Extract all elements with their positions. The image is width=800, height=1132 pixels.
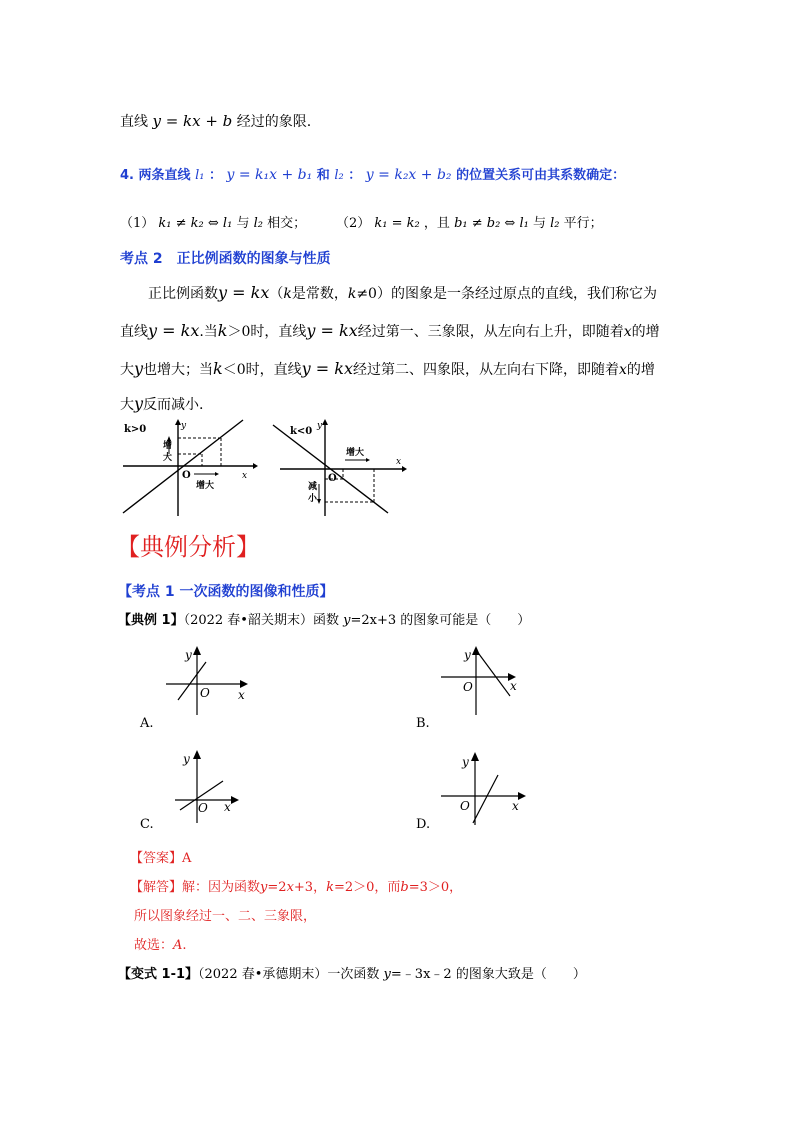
para-text: 反而减小. xyxy=(143,397,204,413)
k-label: k<0 xyxy=(290,426,313,437)
para-var: y xyxy=(134,359,144,378)
option-b-label: B. xyxy=(416,716,430,731)
x-label: x xyxy=(510,679,517,693)
kd1-title: 【考点 1 一次函数的图像和性质】 xyxy=(118,584,334,600)
origin-label: O xyxy=(463,680,473,694)
item4-colon1: ： xyxy=(208,168,222,183)
solution-var: b xyxy=(400,880,409,895)
origin-label: O xyxy=(182,470,191,481)
variant1-eq: =﹣3x﹣2 xyxy=(390,967,452,982)
solution-tag: 【解答】 xyxy=(130,880,183,895)
cond2-line xyxy=(336,212,603,231)
para-text: 经过第一、三象限，从左向右上升，即随着 xyxy=(357,324,624,340)
typical-analysis-heading: 【典例分析】 xyxy=(116,533,260,561)
item4-and: 和 xyxy=(316,168,330,183)
solution-var: y xyxy=(260,880,268,895)
inc-label-x: 增大 xyxy=(346,448,365,458)
example1-y: y xyxy=(343,613,351,628)
para-text: ＞0时，直线 xyxy=(227,324,307,340)
item4-f2: y = k₂x + b₂ xyxy=(365,167,452,183)
item4-text1: 两条直线 xyxy=(138,168,191,183)
variant1-tag: 【变式 1-1】 xyxy=(118,967,199,982)
figure-k-negative xyxy=(270,418,410,518)
para-text: 是常数， xyxy=(291,286,348,302)
para-var: k xyxy=(347,286,357,302)
para-text: 正比例函数 xyxy=(148,286,218,302)
para-line3 xyxy=(120,359,655,379)
option-b-graph xyxy=(438,643,523,718)
x-label: x xyxy=(238,688,245,702)
k-label: k>0 xyxy=(124,424,147,435)
y-label: y xyxy=(181,421,187,431)
solution-text: 解：因为函数 xyxy=(182,880,261,895)
para-text: 直线 xyxy=(120,324,148,340)
item4-l1: l₁ xyxy=(195,168,205,183)
option-d-graph xyxy=(438,750,528,825)
y-label: y xyxy=(183,752,190,766)
solution-var: k xyxy=(326,880,334,895)
solution-line2: 所以图象经过一、二、三象限， xyxy=(134,909,317,924)
x-label: x xyxy=(396,457,402,467)
y-label: y xyxy=(462,755,469,769)
option-c-label: C. xyxy=(140,817,154,832)
solution-text: . xyxy=(182,938,187,953)
item4-text2: 的位置关系可由其系数确定： xyxy=(456,168,626,183)
variant1-y: y xyxy=(383,967,391,982)
item4-line xyxy=(120,164,625,183)
para-text: 也增大；当 xyxy=(143,362,214,378)
answer-line xyxy=(130,847,191,866)
cond2-l2: l₂ xyxy=(550,216,560,231)
dec-label-2: 小 xyxy=(308,494,318,504)
para-var: y xyxy=(134,394,144,413)
cond1-mid: 与 xyxy=(236,216,250,231)
origin-label: O xyxy=(200,686,210,700)
para-text: 的增 xyxy=(626,362,655,378)
example1-tail: 的图象可能是（ ） xyxy=(400,613,531,628)
x-label: x xyxy=(512,799,519,813)
intro-suffix: 经过的象限. xyxy=(236,114,312,130)
para-formula: y = kx xyxy=(306,321,358,340)
para-text: 的增 xyxy=(631,324,660,340)
item4-colon2: ： xyxy=(348,168,362,183)
cond1-line xyxy=(120,212,306,231)
cond2-expr: k₁ = k₂ xyxy=(374,216,420,231)
para-text: .当 xyxy=(199,324,218,340)
x-label: x xyxy=(224,800,231,814)
solution-text: =3＞0， xyxy=(408,880,463,895)
para-line4 xyxy=(120,394,204,414)
para-text: ＜0时，直线 xyxy=(222,362,302,378)
cond2-num: （2） xyxy=(336,216,371,231)
answer-tag: 【答案】 xyxy=(130,851,183,866)
solution-line3 xyxy=(134,934,187,953)
graph-line xyxy=(473,775,498,823)
para-text: ≠0）的图象是一条经过原点的直线，我们称它为 xyxy=(356,286,657,302)
intro-prefix: 直线 xyxy=(120,114,148,130)
y-label: y xyxy=(185,648,192,662)
cond1-tail: 相交； xyxy=(267,216,307,231)
origin-label: O xyxy=(198,801,208,815)
para-var: k xyxy=(283,286,292,302)
solution-line1 xyxy=(130,876,462,895)
inc-label-y2: 大 xyxy=(163,453,173,463)
variant1-line xyxy=(118,963,586,982)
cond2-tail: 平行； xyxy=(563,216,603,231)
para-text: 经过第二、四象限，从左向右下降，即随着 xyxy=(353,362,620,378)
answer-value: A xyxy=(182,851,192,866)
origin-label: O xyxy=(328,473,337,484)
para-var: k xyxy=(213,359,223,378)
item4-num: 4. xyxy=(120,168,134,183)
item4-f1: y = k₁x + b₁ xyxy=(226,167,313,183)
para-text: 大 xyxy=(120,397,134,413)
cond1-expr: k₁ ≠ k₂ ⇔ l₁ xyxy=(158,216,233,231)
inc-label-x: 增大 xyxy=(196,481,215,491)
section2-title: 考点 2 正比例函数的图象与性质 xyxy=(120,251,331,267)
para-text: 大 xyxy=(120,362,134,378)
cond2-mid2: 与 xyxy=(532,216,546,231)
intro-formula: y = kx + b xyxy=(152,112,233,130)
para-formula: y = kx xyxy=(218,283,270,302)
example1-tag: 【典例 1】 xyxy=(118,613,184,628)
cond1-num: （1） xyxy=(120,216,155,231)
inc-label-y1: 增 xyxy=(163,441,173,451)
variant1-source: （2022 春•承德期末）一次函数 xyxy=(198,967,380,982)
solution-var: x xyxy=(286,880,294,895)
option-a-graph xyxy=(160,643,250,718)
origin-label: O xyxy=(460,799,470,813)
option-d-label: D. xyxy=(416,817,431,832)
x-label: x xyxy=(242,471,248,481)
example1-line xyxy=(118,609,530,628)
para-text: （ xyxy=(269,286,284,302)
para-var: k xyxy=(217,321,228,340)
variant1-tail: 的图象大致是（ ） xyxy=(455,967,586,982)
solution-text: +3， xyxy=(293,880,327,895)
para-formula: y = kx xyxy=(148,321,200,340)
solution-choice: A xyxy=(173,938,183,953)
para-line1 xyxy=(148,283,657,303)
y-label: y xyxy=(464,648,471,662)
para-var: x xyxy=(619,362,627,378)
para-line2 xyxy=(120,321,660,341)
example1-eq: =2x+3 xyxy=(350,613,397,628)
cond1-l2: l₂ xyxy=(253,216,263,231)
solution-text: =2 xyxy=(267,880,287,895)
solution-text: =2＞0，而 xyxy=(333,880,401,895)
dec-label-1: 减 xyxy=(308,482,318,492)
intro-line xyxy=(120,111,311,131)
example1-source: （2022 春•韶关期末）函数 xyxy=(183,613,339,628)
figure-k-positive xyxy=(118,418,258,518)
option-a-label: A. xyxy=(140,716,154,731)
solution-text: 故选： xyxy=(134,938,174,953)
cond2-expr2: b₁ ≠ b₂ ⇔ l₁ xyxy=(454,216,529,231)
y-label: y xyxy=(317,421,323,431)
graph-line xyxy=(476,650,510,696)
cond2-mid: ，且 xyxy=(423,216,450,231)
para-formula: y = kx xyxy=(301,359,354,378)
para-var: x xyxy=(623,324,632,340)
item4-l2: l₂ xyxy=(334,168,344,183)
option-c-graph xyxy=(160,745,245,825)
